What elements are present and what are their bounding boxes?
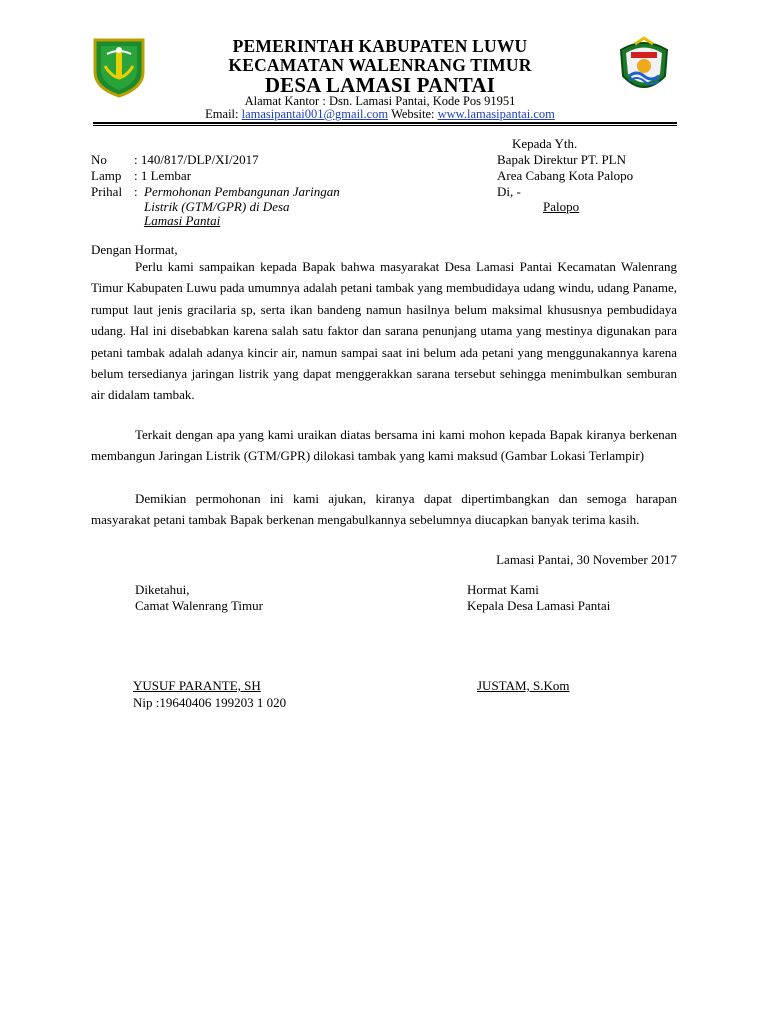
letterhead-divider-thick [93, 122, 677, 124]
letterhead-divider-thin [93, 125, 677, 126]
recipient-salutation: Kepada Yth. [512, 136, 578, 151]
right-sign-title: Kepala Desa Lamasi Pantai [467, 598, 611, 613]
attachment-label: Lamp [91, 168, 122, 183]
paragraph-2-text: Terkait dengan apa yang kami uraikan diatas bersama ini kami mohon kepada Bapak kiranya berkenan membangun Jaringan Listrik (GTM/GPR) dilokasi tambak yang kami maksud (Gambar Lokasi Terlampir) [91, 427, 677, 464]
letterhead-address: Alamat Kantor : Dsn. Lamasi Pantai, Kode Pos 91951 [244, 94, 516, 108]
place-and-date: Lamasi Pantai, 30 November 2017 [496, 552, 677, 567]
email-label: Email: [205, 107, 239, 121]
number-label: No [91, 152, 107, 167]
paragraph-2 [91, 424, 677, 467]
paragraph-3-text: Demikian permohonan ini kami ajukan, kiranya dapat dipertimbangkan dan semoga harapan masyarakat petani tambak Bapak berkenan mengabulkannya sebelumnya diucapkan banyak terima kasih. [91, 491, 677, 528]
right-sign-name: JUSTAM, S.Kom [477, 678, 570, 693]
letterhead-village-line: DESA LAMASI PANTAI [264, 73, 496, 97]
greeting: Dengan Hormat, [91, 242, 178, 257]
left-sign-nip: Nip :19640406 199203 1 020 [133, 695, 287, 710]
paragraph-1 [91, 256, 677, 406]
recipient-name: Bapak Direktur PT. PLN [497, 152, 627, 167]
letterhead-district-line: KECAMATAN WALENRANG TIMUR [228, 55, 532, 75]
subject-line-1: Permohonan Pembangunan Jaringan [144, 184, 340, 199]
attachment-value: : 1 Lembar [134, 168, 192, 183]
subject-label: Prihal [91, 184, 123, 199]
letterhead-contact-line [120, 107, 640, 122]
number-value: : 140/817/DLP/XI/2017 [134, 152, 259, 167]
right-sign-regards: Hormat Kami [467, 582, 539, 597]
recipient-office: Area Cabang Kota Palopo [497, 168, 634, 183]
left-sign-acknowledged: Diketahui, [135, 582, 190, 597]
subject-colon: : [134, 184, 138, 199]
website-link[interactable]: www.lamasipantai.com [437, 107, 555, 121]
recipient-di: Di, - [497, 184, 521, 199]
recipient-city: Palopo [543, 199, 580, 214]
left-sign-title: Camat Walenrang Timur [135, 598, 263, 613]
paragraph-1-text: Perlu kami sampaikan kepada Bapak bahwa masyarakat Desa Lamasi Pantai Kecamatan Walenrang Timur Kabupaten Luwu pada umumnya adalah petani tambak yang membudidaya udang windu, udang Paname, rumput laut jenis gracilaria sp, serta ikan bandeng namun hasilnya belum maksimal khususnya pembudidaya udang. Hal ini disebabkan karena salah satu faktor dan sarana penunjang utama yang mestinya digunakan para petani tambak adalah adanya kincir air, namun sampai saat ini belum ada petani yang menggunakannya karena belum tersedianya jaringan listrik yang dapat menggerakkan sarana tersebut sehingga menimbulkan semburan air didalam tambak. [91, 259, 677, 403]
subject-line-2: Listrik (GTM/GPR) di Desa [144, 199, 290, 214]
paragraph-3 [91, 488, 677, 531]
website-label: Website: [391, 107, 435, 121]
left-sign-name: YUSUF PARANTE, SH [133, 678, 261, 693]
email-link[interactable]: lamasipantai001@gmail.com [241, 107, 389, 121]
subject-line-3: Lamasi Pantai [144, 213, 221, 228]
letterhead-government-line: PEMERINTAH KABUPATEN LUWU [232, 36, 528, 56]
